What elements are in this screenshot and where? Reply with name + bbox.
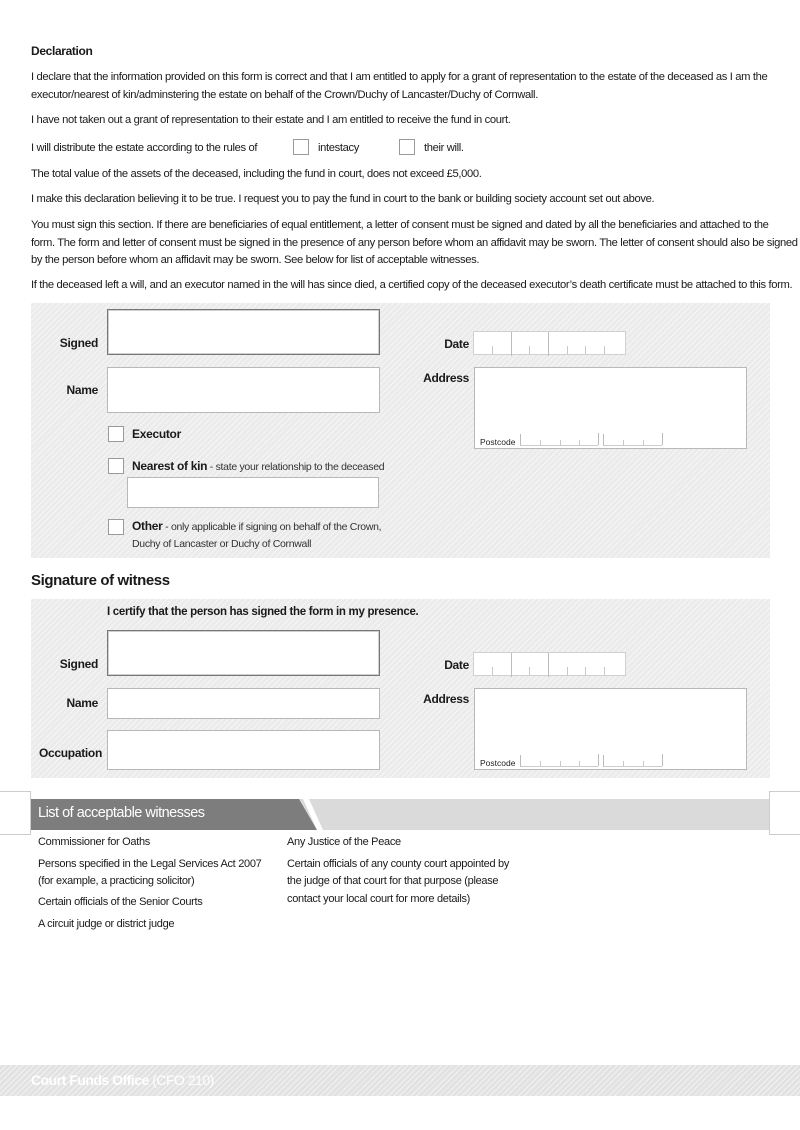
executor-label: Executor xyxy=(132,427,181,441)
other-note: - only applicable if signing on behalf of the Crown, xyxy=(162,521,382,533)
intestacy-checkbox[interactable] xyxy=(293,139,309,155)
witness-occupation-field[interactable] xyxy=(107,730,380,770)
witness-type-item: Persons specified in the Legal Services Act 2007 xyxy=(38,858,262,870)
relationship-field[interactable] xyxy=(127,477,379,508)
witness-postcode-field[interactable] xyxy=(520,755,598,767)
witness-type-item: Commissioner for Oaths xyxy=(38,836,150,848)
declaration-text: by the person before whom an affidavit may be sworn. See below for list of acceptable witnesses. xyxy=(31,254,480,266)
footer-text xyxy=(31,1072,214,1088)
declaration-heading: Declaration xyxy=(31,44,93,58)
witness-type-item: A circuit judge or district judge xyxy=(38,918,175,930)
witness-type-item: Certain officials of any county court appointed by xyxy=(287,858,510,870)
footer-form-code: (CFO 210) xyxy=(152,1072,214,1088)
margin-tab-right xyxy=(769,791,800,835)
declaration-text: form. The form and letter of consent must be signed in the presence of any person before whom an affidavit may be sworn. The letter of consent should also be signed xyxy=(31,237,798,249)
signed-label: Signed xyxy=(59,336,98,350)
will-label: their will. xyxy=(424,142,464,154)
footer-office: Court Funds Office xyxy=(31,1072,149,1088)
date-label: Date xyxy=(444,337,469,351)
witness-occupation-label: Occupation xyxy=(38,746,102,760)
declaration-text: The total value of the assets of the deceased, including the fund in court, does not exceed £5,000. xyxy=(31,168,482,180)
other-checkbox[interactable] xyxy=(108,519,124,535)
witness-type-item: the judge of that court for that purpose (please xyxy=(287,875,499,887)
declaration-text: I make this declaration believing it to be true. I request you to pay the fund in court to the bank or building society account set out above. xyxy=(31,193,655,205)
name-label: Name xyxy=(66,383,98,397)
witness-type-item: contact your local court for more details) xyxy=(287,893,471,905)
address-field[interactable] xyxy=(474,367,747,449)
witness-address-field[interactable] xyxy=(474,688,747,770)
witness-heading: Signature of witness xyxy=(31,572,170,589)
nearest-of-kin-label xyxy=(132,459,384,473)
will-checkbox[interactable] xyxy=(399,139,415,155)
postcode-field[interactable] xyxy=(603,434,662,446)
other-label xyxy=(132,519,381,533)
certify-text: I certify that the person has signed the form in my presence. xyxy=(107,606,419,618)
witness-name-label: Name xyxy=(66,696,98,710)
declaration-text: executor/nearest of kin/adminstering the estate on behalf of the Crown/Duchy of Lancaster/Duchy of Cornwall. xyxy=(31,89,538,101)
declaration-text: I declare that the information provided on this form is correct and that I am entitled to apply for a grant of representation to the estate of the deceased as I am the xyxy=(31,71,768,83)
margin-tab-left xyxy=(0,791,31,835)
witness-address-label: Address xyxy=(423,692,469,706)
other-title: Other xyxy=(132,519,163,533)
name-field[interactable] xyxy=(107,367,380,413)
postcode-label: Postcode xyxy=(480,437,516,447)
postcode-field[interactable] xyxy=(520,434,598,446)
witness-name-field[interactable] xyxy=(107,688,380,719)
date-field[interactable] xyxy=(473,331,626,355)
address-label: Address xyxy=(423,371,469,385)
witness-signed-label: Signed xyxy=(59,657,98,671)
nearest-of-kin-title: Nearest of kin xyxy=(132,459,208,473)
declaration-text: If the deceased left a will, and an executor named in the will has since died, a certified copy of the deceased executor’s death certificate must be attached to this form. xyxy=(31,279,793,291)
executor-checkbox[interactable] xyxy=(108,426,124,442)
signature-field[interactable] xyxy=(107,309,380,355)
witness-postcode-field[interactable] xyxy=(603,755,662,767)
witness-type-item: Any Justice of the Peace xyxy=(287,836,401,848)
witnesses-heading: List of acceptable witnesses xyxy=(38,805,205,821)
witness-signature-field[interactable] xyxy=(107,630,380,676)
witness-date-label: Date xyxy=(444,658,469,672)
nearest-of-kin-note: - state your relationship to the deceased xyxy=(207,461,385,473)
distribute-text: I will distribute the estate according to the rules of xyxy=(31,142,258,154)
other-note: Duchy of Lancaster or Duchy of Cornwall xyxy=(132,538,312,550)
declaration-text: I have not taken out a grant of representation to their estate and I am entitled to receive the fund in court. xyxy=(31,114,511,126)
witness-date-field[interactable] xyxy=(473,652,626,676)
nearest-of-kin-checkbox[interactable] xyxy=(108,458,124,474)
witness-type-item: (for example, a practicing solicitor) xyxy=(38,875,195,887)
intestacy-label: intestacy xyxy=(318,142,359,154)
witness-postcode-label: Postcode xyxy=(480,758,516,768)
witness-type-item: Certain officials of the Senior Courts xyxy=(38,896,203,908)
declaration-text: You must sign this section. If there are beneficiaries of equal entitlement, a letter of consent must be signed and dated by all the beneficiaries and attached to the xyxy=(31,219,769,231)
